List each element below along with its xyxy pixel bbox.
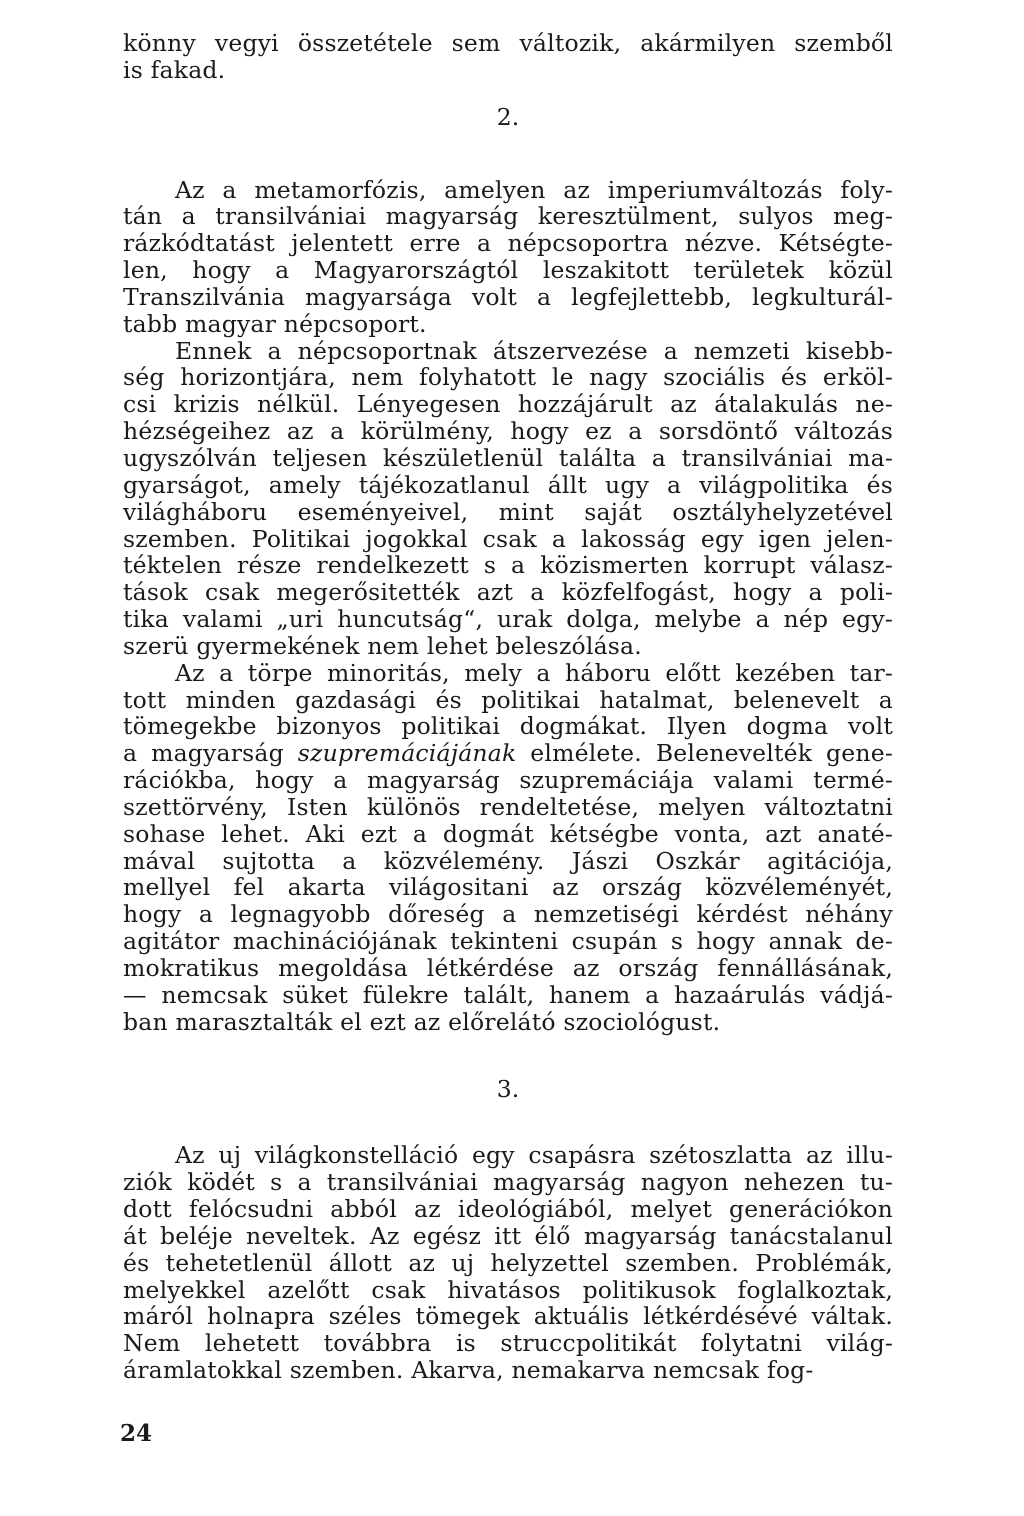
text-line: mokratikus megoldása létkérdése az ország fennállásának, — [123, 954, 893, 982]
emphasis-text: szupremáciájának — [297, 739, 517, 768]
text-line: hogy a legnagyobb dőreség a nemzetiségi kérdést néhány — [123, 900, 893, 929]
text-line: máról holnapra széles tömegek aktuális létkérdésévé váltak. — [123, 1302, 893, 1331]
text-line: gyarságot, amely tájékozatlanul állt ugy a világpolitika és — [123, 470, 893, 499]
text-line: és tehetetlenül állott az uj helyzettel szemben. Problémák, — [123, 1248, 893, 1277]
section-2-body — [123, 177, 893, 1036]
text-line: szerü gyermekének nem lehet beleszólása. — [123, 631, 642, 660]
paragraph — [123, 338, 893, 660]
text-line: mellyel fel akarta világositani az ország közvéleményét, — [123, 873, 893, 902]
text-line: Ennek a népcsoportnak átszervezése a nemzeti kisebb- — [175, 336, 893, 365]
text-line: mával sujtotta a közvélemény. Jászi Oszkár agitációja, — [123, 846, 893, 875]
text-line: dott felócsudni abból az ideológiából, melyet generációkon — [123, 1195, 893, 1224]
text-line: könny vegyi összetétele sem változik, akármilyen szemből — [123, 29, 893, 57]
intro-paragraph — [123, 30, 893, 84]
text-line: melyekkel azelőtt csak hivatásos politikusok foglalkoztak, — [123, 1275, 893, 1304]
text-line: sohase lehet. Aki ezt a dogmát kétségbe vonta, azt anaté- — [123, 819, 893, 848]
text-line: át beléje neveltek. Az egész itt élő magyarság tanácstalanul — [123, 1221, 893, 1250]
text-line: tán a transilvániai magyarság keresztülment, sulyos meg- — [123, 202, 893, 231]
paragraph — [123, 1142, 893, 1384]
section-heading-3: 3. — [496, 1074, 520, 1103]
text-line: világháboru eseményeivel, mint saját osztályhelyzetével — [123, 497, 893, 526]
text-line: Az uj világkonstelláció egy csapásra szétoszlatta az illu- — [175, 1141, 893, 1170]
text-line: tabb magyar népcsoport. — [123, 309, 427, 338]
text-line: len, hogy a Magyarországtól leszakitott területek közül — [123, 256, 893, 285]
text-line: tika valami „uri huncutság“, urak dolga, melybe a nép egy- — [123, 605, 893, 634]
paragraph — [123, 660, 893, 1036]
text-line: ugyszólván teljesen készületlenül találta a transilvániai ma- — [123, 443, 893, 472]
section-3-body — [123, 1142, 893, 1384]
paragraph — [123, 177, 893, 338]
text-line: is fakad. — [123, 55, 226, 84]
text-line: tömegekbe bizonyos politikai dogmákat. Ilyen dogma volt — [123, 712, 893, 741]
text-line: áramlatokkal szemben. Akarva, nemakarva nemcsak fog- — [123, 1356, 814, 1385]
text-line: Az a törpe minoritás, mely a háboru előtt kezében tar- — [175, 658, 893, 687]
section-heading-2: 2. — [496, 102, 520, 131]
text-line: téktelen része rendelkezett s a közismerten korrupt válasz- — [123, 551, 893, 580]
text-line: a magyarság szupremáciájának elmélete. Belenevelték gene- — [123, 739, 893, 768]
text-line: szettörvény, Isten különös rendeltetése, melyen változtatni — [123, 792, 893, 821]
text-line: agitátor machinációjának tekinteni csupán s hogy annak de- — [123, 927, 893, 956]
text-line: rázkódtatást jelentett erre a népcsoportra nézve. Kétségte- — [123, 229, 893, 258]
text-line: Transzilvánia magyarsága volt a legfejlettebb, legkulturál- — [123, 282, 893, 311]
text-line: szemben. Politikai jogokkal csak a lakosság egy igen jelen- — [123, 524, 893, 553]
text-line: hézségeihez az a körülmény, hogy ez a sorsdöntő változás — [123, 417, 893, 446]
page-body — [123, 30, 893, 1384]
page-number: 24 — [120, 1420, 153, 1447]
text-line: Nem lehetett továbbra is struccpolitikát folytatni világ- — [123, 1329, 893, 1358]
text-line: csi krizis nélkül. Lényegesen hozzájárult az átalakulás ne- — [123, 390, 893, 419]
text-line: Az a metamorfózis, amelyen az imperiumváltozás foly- — [175, 175, 893, 204]
text-line: rációkba, hogy a magyarság szupremáciája valami termé- — [123, 766, 893, 795]
text-line: ziók ködét s a transilvániai magyarság nagyon nehezen tu- — [123, 1168, 893, 1197]
text-line: — nemcsak süket fülekre talált, hanem a hazaárulás vádjá- — [123, 980, 893, 1009]
text-line: ban marasztalták el ezt az előrelátó szociológust. — [123, 1007, 721, 1036]
text-line: tott minden gazdasági és politikai hatalmat, belenevelt a — [123, 685, 893, 714]
text-line: ség horizontjára, nem folyhatott le nagy szociális és erköl- — [123, 363, 893, 392]
text-line: tások csak megerősitették azt a közfelfogást, hogy a poli- — [123, 578, 893, 607]
